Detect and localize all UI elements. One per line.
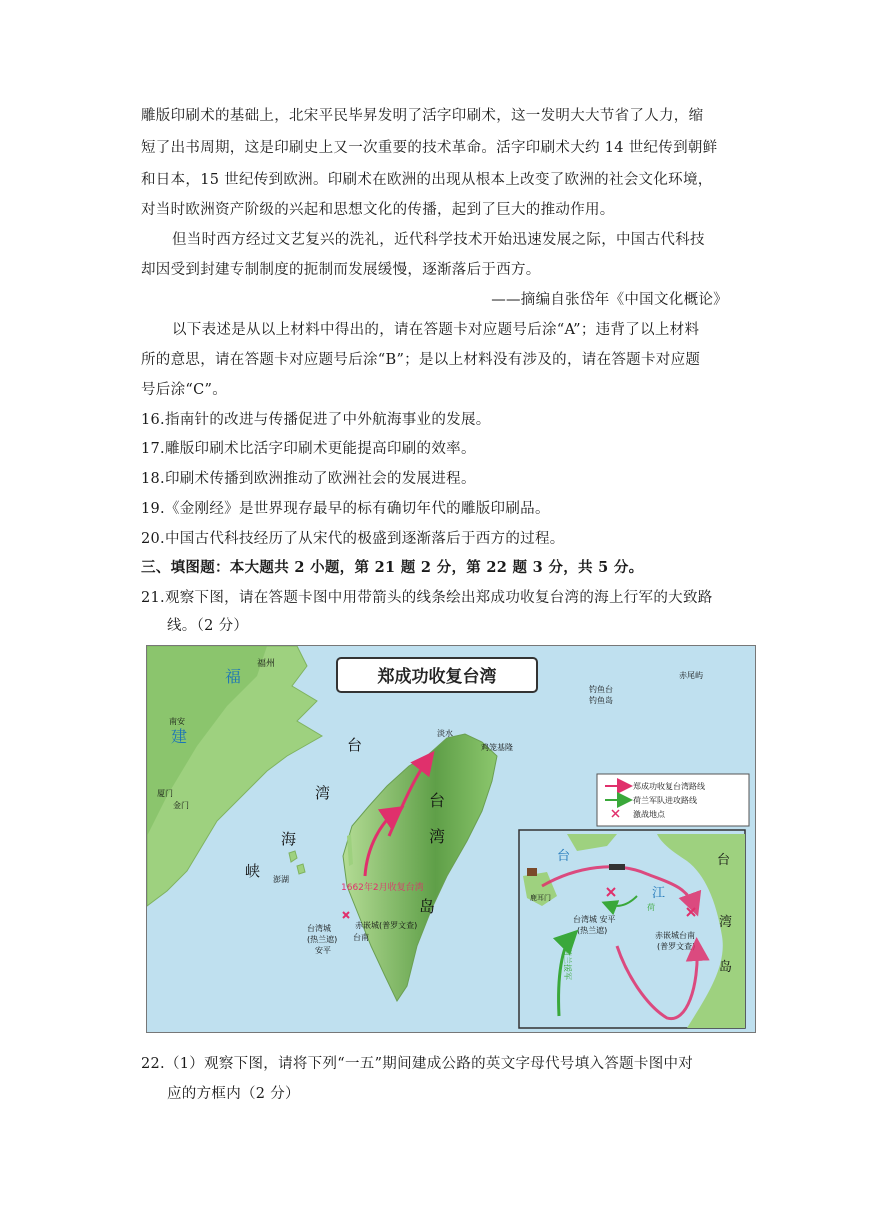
inset-label-chikancheng: 赤嵌城台南 — [655, 931, 695, 940]
label-isle-tai: 台 — [429, 791, 446, 810]
label-wan: 湾 — [315, 784, 331, 802]
inset-label-helanyuan: 荷兰援军 — [563, 948, 572, 980]
label-xia: 峡 — [245, 862, 261, 880]
penghu-islands — [289, 851, 305, 874]
inset-label-relanzhe: (热兰遮) — [577, 926, 608, 935]
label-chikancheng: 赤嵌城(普罗文查) — [355, 921, 418, 930]
inset-map — [519, 830, 745, 1028]
question-21: 21.观察下图，请在答题卡图中用带箭头的线条绘出郑成功收复台湾的海上行军的大致路 — [141, 590, 713, 606]
instruction-line: 以下表述是从以上材料中得出的，请在答题卡对应题号后涂“A”；违背了以上材料 — [172, 322, 700, 338]
label-diaoyudao: 钓鱼岛 — [589, 696, 613, 705]
question-16: 16.指南针的改进与传播促进了中外航海事业的发展。 — [141, 412, 491, 428]
label-tainan: 台南 — [353, 933, 369, 942]
label-hai: 海 — [281, 830, 297, 848]
inset-label-right-wan: 湾 — [719, 915, 733, 930]
question-17: 17.雕版印刷术比活字印刷术更能提高印刷的效率。 — [141, 441, 476, 457]
legend-battle: 激战地点 — [633, 810, 665, 819]
label-danshui: 淡水 — [437, 729, 453, 738]
label-penghu: 澎湖 — [273, 875, 289, 884]
instruction-line: 号后涂“C”。 — [141, 382, 228, 398]
inset-label-he: 荷 — [647, 903, 655, 912]
label-tai: 台 — [347, 736, 363, 754]
paragraph-line: 对当时欧洲资产阶级的兴起和思想文化的传播，起到了巨大的推动作用。 — [141, 202, 615, 218]
legend-dutch-route: 荷兰军队进攻路线 — [633, 796, 697, 805]
label-fuzhou: 福州 — [257, 659, 276, 669]
taiwan-recovery-map — [146, 645, 756, 1033]
label-isle-dao: 岛 — [419, 897, 436, 916]
label-chiweiyu: 赤尾屿 — [679, 671, 703, 680]
inset-label-puluowencha: (普罗文查) — [657, 942, 696, 951]
label-isle-wan: 湾 — [429, 827, 446, 846]
paragraph-line: 和日本，15 世纪传到欧洲。印刷术在欧洲的出现从根本上改变了欧洲的社会文化环境， — [141, 172, 713, 188]
paragraph-line: 但当时西方经过文艺复兴的洗礼，近代科学技术开始迅速发展之际，中国古代科技 — [172, 232, 705, 248]
label-taiwancheng: 台湾城 — [307, 924, 331, 933]
label-nanan: 南安 — [169, 717, 185, 726]
question-21-cont: 线。（2 分） — [167, 618, 249, 634]
label-xiamen: 厦门 — [157, 789, 173, 798]
section-heading: 三、填图题：本大题共 2 小题，第 21 题 2 分，第 22 题 3 分，共 5 分。 — [141, 559, 644, 576]
question-18: 18.印刷术传播到欧洲推动了欧洲社会的发展进程。 — [141, 471, 476, 487]
paragraph-line: 短了出书周期，这是印刷史上又一次重要的技术革命。活字印刷术大约 14 世纪传到朝鲜 — [141, 140, 718, 156]
inset-label-right-tai: 台 — [717, 853, 731, 868]
legend-zheng-route: 郑成功收复台湾路线 — [633, 782, 705, 791]
label-jilong: 鸡笼基隆 — [481, 743, 513, 752]
inset-label-luermen: 鹿耳门 — [530, 894, 551, 902]
label-jian: 建 — [171, 727, 188, 746]
question-20: 20.中国古代科技经历了从宋代的极盛到逐渐落后于西方的过程。 — [141, 531, 565, 547]
label-jinmen: 金门 — [173, 801, 189, 810]
battle-marker-x — [343, 912, 349, 918]
paragraph-line: 却因受到封建专制制度的扼制而发展缓慢，逐渐落后于西方。 — [141, 262, 541, 278]
instruction-line: 所的意思，请在答题卡对应题号后涂“B”；是以上材料没有涉及的，请在答题卡对应题 — [141, 352, 701, 368]
paragraph-line: 雕版印刷术的基础上，北宋平民毕昇发明了活字印刷术，这一发明大大节省了人力，缩 — [141, 108, 704, 124]
label-relanzhe: (热兰遮) — [307, 935, 338, 944]
inset-label-tai: 台 — [557, 849, 571, 864]
inset-label-taiwancheng: 台湾城 安平 — [573, 915, 616, 924]
source-citation: ——摘编自张岱年《中国文化概论》 — [491, 292, 728, 308]
map-title: 郑成功收复台湾 — [377, 667, 497, 687]
label-date: 1662年2月收复台湾 — [341, 883, 424, 893]
label-anping: 安平 — [315, 946, 331, 955]
label-diaoyutai: 钓鱼台 — [589, 685, 613, 694]
inset-label-right-dao: 岛 — [719, 960, 733, 975]
question-19: 19.《金刚经》是世界现存最早的标有确切年代的雕版印刷品。 — [141, 501, 550, 517]
inset-label-jiang: 江 — [652, 886, 666, 901]
label-fu: 福 — [225, 667, 242, 686]
question-22-cont: 应的方框内（2 分） — [167, 1086, 300, 1102]
question-22: 22.（1）观察下图，请将下列“一五”期间建成公路的英文字母代号填入答题卡图中对 — [141, 1056, 694, 1072]
